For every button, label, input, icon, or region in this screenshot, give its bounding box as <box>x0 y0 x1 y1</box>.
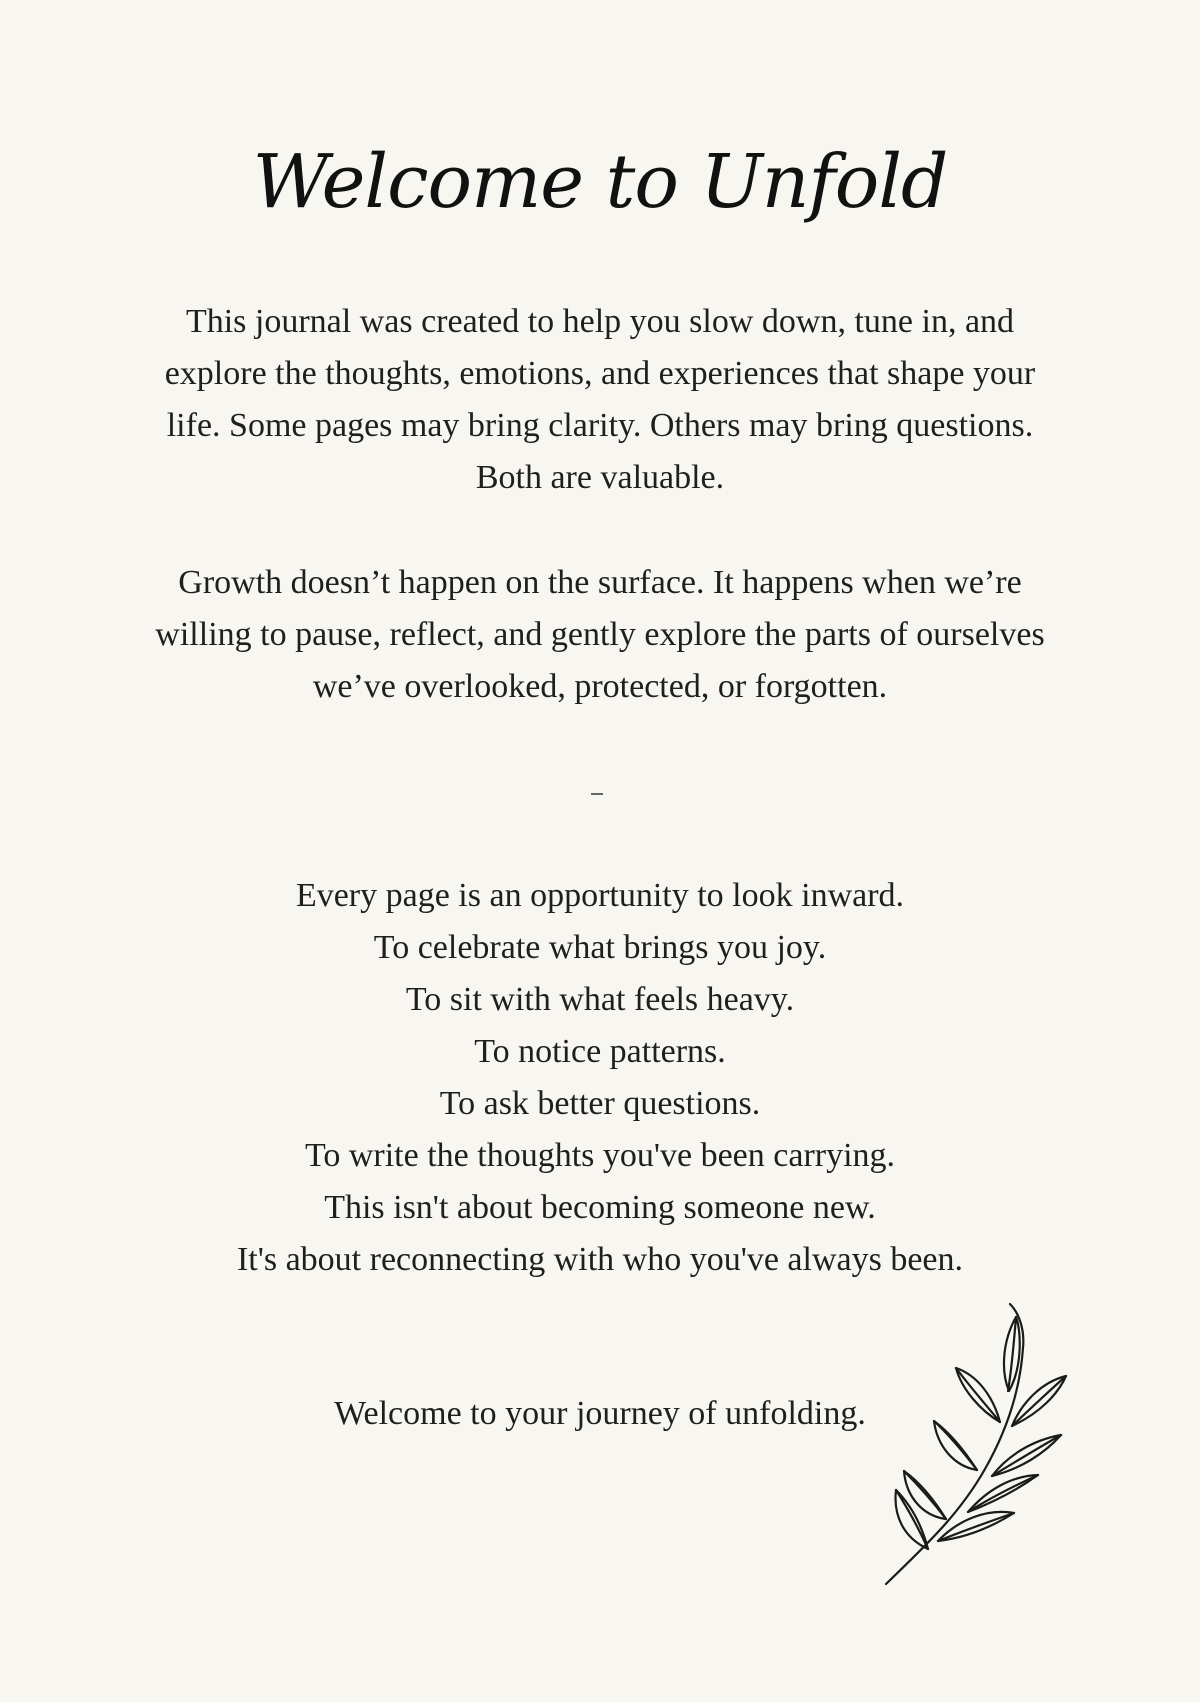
intro-line: life. Some pages may bring clarity. Others may bring questions. <box>166 407 1034 444</box>
intro-line: explore the thoughts, emotions, and experiences that shape your <box>164 355 1036 392</box>
page-title: Welcome to Unfold <box>252 139 948 225</box>
intro-paragraph <box>100 296 1100 504</box>
growth-line: Growth doesn’t happen on the surface. It happens when we’re <box>178 564 1022 601</box>
opportunity-line: To celebrate what brings you joy. <box>373 929 827 966</box>
opportunity-line: This isn't about becoming someone new. <box>324 1189 876 1226</box>
opportunity-line: To write the thoughts you've been carrying. <box>304 1137 896 1174</box>
growth-line: willing to pause, reflect, and gently explore the parts of ourselves <box>155 616 1045 653</box>
opportunity-paragraph <box>100 870 1100 1286</box>
leaf-branch-icon <box>880 1300 1080 1600</box>
intro-line: This journal was created to help you slow down, tune in, and <box>185 303 1015 340</box>
intro-line: Both are valuable. <box>475 459 725 496</box>
opportunity-line: Every page is an opportunity to look inward. <box>295 877 905 914</box>
growth-paragraph <box>100 557 1100 713</box>
section-divider <box>591 793 603 795</box>
opportunity-line: It's about reconnecting with who you've always been. <box>236 1241 964 1278</box>
opportunity-line: To notice patterns. <box>474 1033 726 1070</box>
growth-line: we’ve overlooked, protected, or forgotten. <box>312 668 888 705</box>
opportunity-line: To ask better questions. <box>439 1085 761 1122</box>
closing-line: Welcome to your journey of unfolding. <box>334 1395 866 1432</box>
opportunity-line: To sit with what feels heavy. <box>405 981 795 1018</box>
